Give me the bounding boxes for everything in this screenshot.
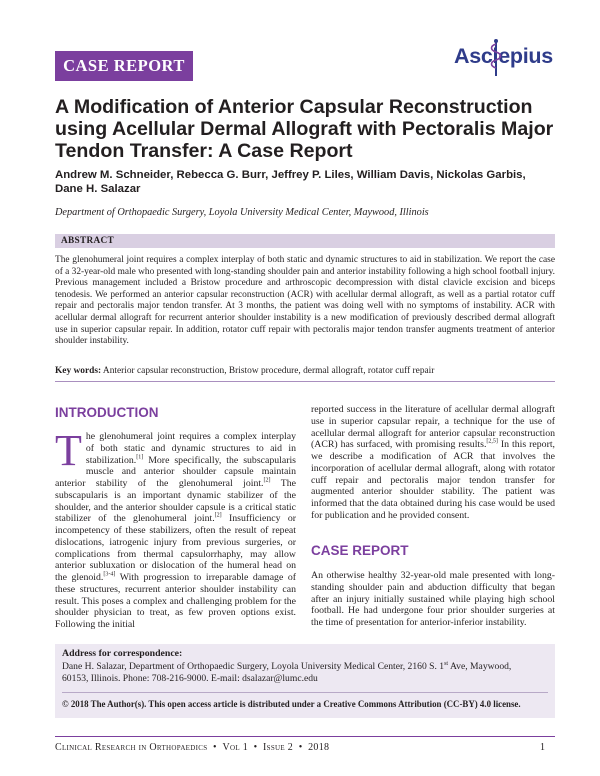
introduction-column-right (311, 404, 555, 522)
citation: [2] (214, 512, 222, 519)
correspondence-title: Address for correspondence: (62, 648, 183, 659)
keywords-list: Anterior capsular reconstruction, Bristow procedure, dermal allograft, rotator cuff repair (102, 366, 435, 376)
intro-text: Insufficiency or incompetency of these stabilizers, often the result of repeat dislocations, iatrogenic injury from previous surgeries, or complications from thermal capsulorrhaphy, may allow anterior subluxation or dislocation of the humeral head on the glenoid. (55, 513, 296, 583)
logo-text: Asclepius (454, 44, 553, 68)
correspondence-divider (62, 692, 548, 693)
intro-text: reported success in the literature of acellular dermal allograft use in superior capsular repair, a technique for the use of acellular dermal allograft for anterior capsular reconstruction (ACR) has surfaced, with promising results. (311, 404, 555, 451)
article-title: A Modification of Anterior Capsular Reconstruction using Acellular Dermal Allograft with Pectoralis Major Tendon Transfer: A Case Report (55, 96, 554, 162)
article-type-badge: CASE REPORT (55, 51, 193, 81)
page-number: 1 (540, 742, 545, 753)
separator: • (253, 742, 258, 753)
keywords-label: Key words: (55, 366, 102, 376)
footer-divider (55, 736, 555, 737)
footer-citation (55, 742, 329, 753)
affiliation: Department of Orthopaedic Surgery, Loyola University Medical Center, Maywood, Illinois (55, 207, 429, 218)
case-report-heading: CASE REPORT (311, 543, 409, 558)
issue: Issue 2 (263, 742, 294, 753)
year: 2018 (308, 742, 330, 753)
address-text: Dane H. Salazar, Department of Orthopaedic Surgery, Loyola University Medical Center, 2160 S. 1 (62, 661, 445, 672)
introduction-heading: INTRODUCTION (55, 405, 159, 420)
keywords (55, 365, 555, 377)
volume: Vol 1 (222, 742, 248, 753)
intro-text: The subscapularis is an important dynamic stabilizer of the shoulder, and the anterior shoulder capsule is a critical static stabilizer of the glenohumeral joint. (55, 478, 296, 525)
intro-text: With progression to irreparable damage of these structures, recurrent anterior shoulder instability can result. This poses a complex and challenging problem for the shoulder physician to treat, as few proven options exist. Following the initial (55, 572, 297, 630)
abstract-text: The glenohumeral joint requires a complex interplay of both static and dynamic structures to aid in stabilization. We report the case of a 32-year-old male who presented with long-standing shoulder pain and anterior instability following a high school football injury. Previous management included a Bristow procedure and arthroscopic decompression with distal clavicle excision and biceps tenodesis. We performed an anterior capsular reconstruction (ACR) with acellular dermal allograft, as well as a partial rotator cuff repair and pectoralis major tendon transfer. At 3 months, the patient was doing well with no symptoms of instability. ACR with acellular dermal allograft for recurrent anterior shoulder instability is a new modification of previously described dermal allograft use in superior capsular repair. In addition, rotator cuff repair with pectoralis major tendon transfer augments treatment of anterior shoulder instability. (55, 255, 555, 347)
journal-name: Clinical Research in Orthopaedics (55, 742, 208, 753)
ordinal-suffix: st (444, 660, 449, 667)
citation: [2,5] (486, 438, 498, 445)
separator: • (298, 742, 303, 753)
intro-text: he glenohumeral joint requires a complex interplay of both static and dynamic structures to aid in stabilization. (85, 431, 296, 466)
citation: [2] (263, 477, 271, 484)
citation: [1] (136, 454, 144, 461)
intro-text: In this report, we describe a modification of ACR that involves the incorporation of acellular dermal allograft, along with rotator cuff repair and pectoralis major tendon transfer for augmented anterior shoulder stability. The patient was informed that the data obtained during his case would be used for publication and he provided consent. (311, 439, 556, 521)
author-list: Andrew M. Schneider, Rebecca G. Burr, Jeffrey P. Liles, William Davis, Nickolas Garbis, Dane H. Salazar (55, 169, 526, 195)
citation: [3-4] (103, 571, 116, 578)
intro-text: More specifically, the subscapularis muscle and anterior shoulder capsule maintain anterior stability of the glenohumeral joint. (55, 454, 296, 489)
drop-cap: T (55, 426, 82, 475)
abstract-divider (55, 381, 555, 382)
address-text: Ave, Maywood, (448, 661, 512, 672)
separator: • (213, 742, 217, 753)
contact-details: 60153, Illinois. Phone: 708-216-9000. E-mail: dsalazar@lumc.edu (62, 672, 318, 684)
journal-logo (454, 38, 553, 78)
case-report-text: An otherwise healthy 32-year-old male presented with long-standing shoulder pain and abduction difficulty that began after an injury initially sustained while playing high school football. He had undergone four prior shoulder surgeries at the time of presentation for anterior-inferior instability. (311, 570, 555, 628)
introduction-column-left (55, 426, 297, 631)
caduceus-icon (488, 38, 504, 78)
license-statement: © 2018 The Author(s). This open access article is distributed under a Creative Commons Attribution (CC-BY) 4.0 license. (62, 699, 521, 709)
correspondence-address (62, 661, 548, 684)
abstract-heading: ABSTRACT (55, 234, 555, 248)
